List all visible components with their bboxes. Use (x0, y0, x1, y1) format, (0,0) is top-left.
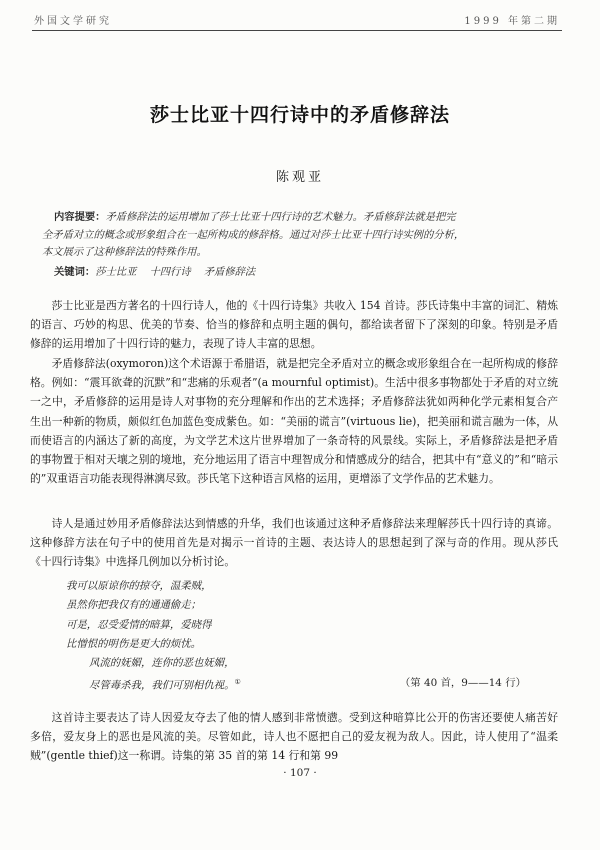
running-header (34, 12, 560, 30)
paragraph-text: 矛盾修辞法(oxymoron)这个术语源于希腊语，就是把完全矛盾对立的概念或形象组合在一起所构成的修辞格。例如：“震耳欲聋的沉默”和“悲痛的乐观者”(a mournful optimist)。生活中很多事物都处于矛盾的对立统一之中，矛盾修辞的运用是诗人对事物的充分理解和作出的艺术选择；矛盾修辞法犹如两种化学元素相复合产生出一种新的物质，颇似红色加蓝色变成紫色。如：“美丽的谎言”(virtuous lie)，把美丽和谎言融为一体，从而使语言的内涵达了新的高度，为文学艺术这片世界增加了一条奇特的风景线。实际上，矛盾修辞法是把矛盾的事物置于相对天壤之别的境地，充分地运用了语言中理智成分和情感成分的结合，把其中有“意义的”和“暗示的”双重语言功能表现得淋漓尽致。莎氏笔下这种语言风格的运用，更增添了文学作品的艺术魅力。 (30, 357, 558, 486)
abstract-line-3: 本文展示了这种修辞法的特殊作用。 (42, 246, 207, 258)
page-number: · 107 · (283, 767, 317, 779)
poem-line: 虽然你把我仅有的通通偷走； (66, 599, 202, 612)
header-rule (32, 30, 562, 31)
body-paragraph-1 (30, 296, 558, 354)
poem-citation: （第 40 首，9——14 行） (399, 677, 526, 689)
journal-name: 外国文学研究 (34, 16, 112, 27)
paragraph-text: 莎士比亚是西方著名的十四行诗人，他的《十四行诗集》共收入 154 首诗。莎氏诗集中丰富的词汇、精炼的语言、巧妙的构思、优美的节奏、恰当的修辞和点明主题的偶句，都给读者留下了深刻的印象。特别是矛盾修辞的运用增加了十四行诗的魅力，表现了诗人丰富的思想。 (30, 299, 558, 351)
abstract (42, 209, 550, 262)
body-paragraph-4 (30, 708, 558, 766)
poem-line: 我可以原谅你的掠夺，温柔贼， (66, 580, 212, 592)
poem-line: 风流的妩媚，连你的恶也妩媚， (89, 657, 235, 670)
article-title: 莎士比亚十四行诗中的矛盾修辞法 (149, 104, 450, 126)
paragraph-text: 这首诗主要表达了诗人因爱友夺去了他的情人感到非常愤懑。受到这种暗算比公开的伤害还要使人痛苦好多倍，爱友身上的恶也是风流的美。尽管如此，诗人也不愿把自己的爱友视为敌人。因此，诗人使用了“温柔贼”(gentle thief)这一称谓。诗集的第 35 首的第 14 行和第 99 (30, 711, 558, 763)
abstract-line-2: 全矛盾对立的概念或形象组合在一起所构成的修辞格。通过对莎士比亚十四行诗实例的分析， (42, 228, 465, 241)
poem-quote (66, 577, 546, 693)
keywords (54, 263, 550, 278)
poem-line: 可是，忍受爱情的暗算，爱晓得 (66, 618, 212, 631)
issue-label: 1999 年第二期 (464, 16, 560, 27)
poem-line: 比憎恨的明伤是更大的烦忧。 (66, 637, 202, 650)
body-paragraph-3 (30, 514, 558, 572)
article-author: 陈观亚 (275, 170, 324, 185)
keywords-label: 关键词： (54, 266, 96, 278)
keywords-text: 莎士比亚 十四行诗 矛盾修辞法 (95, 266, 256, 278)
abstract-text-1: 矛盾修辞法的运用增加了莎士比亚十四行诗的艺术魅力。矛盾修辞法就是把完 (105, 211, 456, 223)
body-paragraph-2 (30, 354, 558, 488)
paragraph-text: 诗人是通过妙用矛盾修辞法达到情感的升华，我们也该通过这种矛盾修辞法来理解莎氏十四行诗的真谛。这种修辞方法在句子中的使用首先是对揭示一首诗的主题、表达诗人的思想起到了深与奇的作用。现从莎氏《十四行诗集》中选择几例加以分析讨论。 (30, 517, 558, 569)
abstract-line-1 (42, 209, 550, 227)
footnote-marker[interactable]: ① (234, 678, 241, 687)
poem-line: 尽管毒杀我，我们可别相仇视。 (89, 679, 235, 692)
abstract-label: 内容提要： (54, 211, 106, 223)
